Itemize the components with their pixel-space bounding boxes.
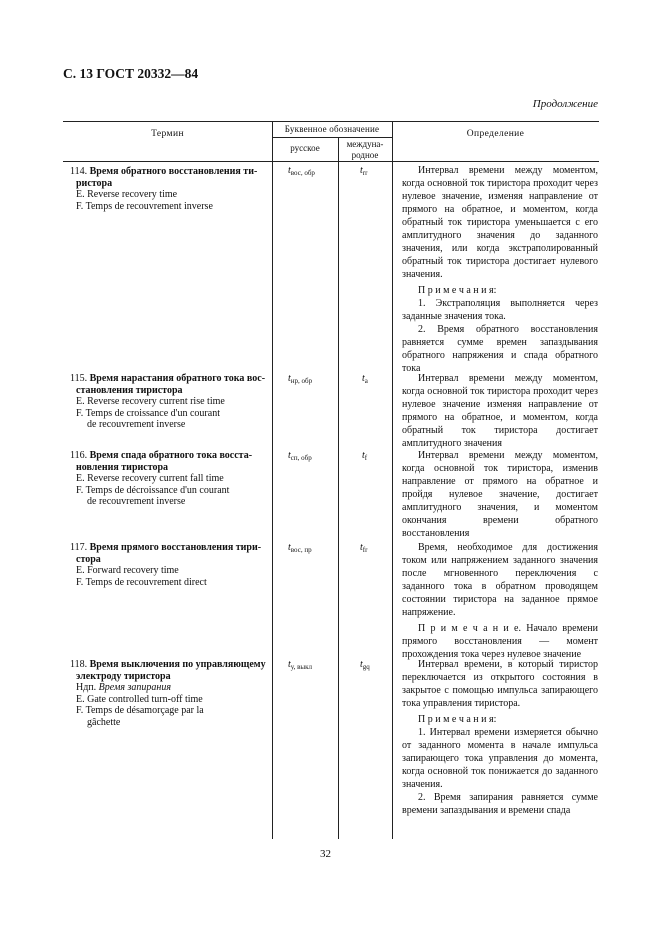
term-french: F. Temps de croissance d'un courant — [76, 407, 220, 419]
page-header-title: С. 13 ГОСТ 20332—84 — [63, 66, 199, 81]
notes-heading: П р и м е ч а н и я: — [418, 285, 497, 296]
term-title: Время прямого восстановления тири- — [89, 542, 262, 553]
column-divider-1 — [272, 121, 273, 839]
term-entry-118 — [70, 659, 270, 729]
continuation-label: Продолжение — [532, 98, 598, 110]
term-number: 116. — [70, 450, 88, 461]
term-title-cont: становления тиристора — [76, 384, 183, 396]
russian-symbol-116: $t_{сп, обр}$ — [288, 450, 312, 462]
definition-117 — [402, 541, 598, 661]
term-french-cont: de recouvrement inverse — [87, 419, 186, 431]
note-1: 1. Экстраполяция выполняется через заданные значения тока. — [402, 298, 598, 322]
term-title-cont: ристора — [76, 177, 113, 189]
term-entry-114 — [70, 166, 270, 212]
header-term: Термин — [151, 129, 184, 139]
definition-116 — [402, 449, 598, 540]
term-french-cont: de recouvrement inverse — [87, 496, 186, 508]
note-2: 2. Время запирания равняется сумме времени запаздывания и времени спада — [402, 792, 598, 816]
term-french: F. Temps de décroissance d'un courant — [76, 484, 230, 496]
russian-symbol-115: $t_{нр, обр}$ — [288, 373, 313, 385]
term-title: Время спада обратного тока восста- — [89, 450, 253, 461]
page-number: 32 — [320, 848, 331, 860]
term-title: Время выключения по управляющему — [89, 659, 266, 670]
intl-symbol-118: $t_{gq}$ — [360, 659, 370, 671]
term-french: F. Temps de recouvrement inverse — [76, 200, 213, 212]
term-title-cont: электроду тиристора — [76, 670, 171, 682]
term-french: F. Temps de recouvrement direct — [76, 576, 207, 588]
definition-text: Интервал времени между моментом, когда основной ток тиристора проходит через нулевое значение, изменяя направление от прямого на обратное, и моментом, когда обратный ток тиристора уменьшается с его амплитудного значения до заданного значения, или когда экстраполированный обратный ток тиристора достигает нулевого значения. — [402, 165, 598, 280]
designation-sub-rule — [272, 137, 392, 138]
ndp-label: Ндп. — [76, 682, 97, 694]
header-definition: Определение — [466, 129, 525, 139]
term-english: E. Forward recovery time — [76, 565, 179, 577]
term-english: E. Reverse recovery current fall time — [76, 473, 224, 485]
table-head-rule — [63, 161, 599, 162]
russian-symbol-114: $t_{вос, обр}$ — [288, 165, 315, 177]
term-title: Время нарастания обратного тока вос- — [89, 373, 266, 384]
column-divider-2 — [338, 137, 339, 839]
term-english: E. Reverse recovery current rise time — [76, 396, 225, 408]
definition-text: Интервал времени между моментом, когда основной ток тиристора проходит через нулевое значение изменяя направление от прямого на обратное, и моментом, когда обратный ток тиристора достигает амплитудного значения — [402, 373, 598, 449]
term-entry-115 — [70, 373, 270, 431]
note: П р и м е ч а н и е. Начало времени прямого восстановления — момент прохождения тока через нулевое значение — [402, 623, 598, 660]
russian-symbol-117: $t_{вос, пр}$ — [288, 542, 312, 554]
term-number: 114. — [70, 166, 88, 177]
column-divider-3 — [392, 121, 393, 839]
header-intl — [338, 139, 392, 161]
header-intl-line2: родное — [351, 150, 379, 160]
term-number: 115. — [70, 373, 88, 384]
term-title: Время обратного восстановления ти- — [89, 166, 258, 177]
term-french-cont: gâchette — [87, 716, 121, 728]
term-english: E. Gate controlled turn-off time — [76, 693, 203, 705]
definition-118 — [402, 658, 598, 817]
note-2: 2. Время обратного восстановления равняется сумме времен запаздывания обратного напряжения и спада обратного тока — [402, 324, 598, 374]
intl-symbol-117: $t_{fr}$ — [360, 542, 368, 554]
definition-text: Время, необходимое для достижения током или напряжением заданного значения после мгновенного переключения с заданного тока в обратном проводящем состоянии тиристора на заданное прямое напряжение. — [402, 542, 598, 618]
term-number: 118. — [70, 659, 88, 670]
table-top-rule — [63, 121, 599, 122]
definition-text: Интервал времени между моментом, когда основной ток тиристора, изменив направление от прямого на обратное и пройдя нулевое значение, достигает амплитудного значения, и моментом окончания времени обратного восстановления — [402, 450, 598, 539]
term-title-cont: новления тиристора — [76, 461, 169, 473]
term-entry-116 — [70, 450, 270, 508]
term-english: E. Reverse recovery time — [76, 189, 178, 201]
definition-114 — [402, 164, 598, 375]
term-entry-117 — [70, 542, 270, 588]
header-letter-designation: Буквенное обозначение — [284, 124, 380, 134]
intl-symbol-114: $t_{rr}$ — [360, 165, 368, 177]
note-1: 1. Интервал времени измеряется обычно от заданного момента в начале импульса запирающего тока управления до момента, когда основной ток понижается до заданного значения. — [402, 727, 598, 790]
definition-text: Интервал времени, в который тиристор переключается из открытого состояния в закрытое с помощью импульса запирающего тока управления тиристора. — [402, 659, 598, 709]
ndp-term: Время запирания — [98, 682, 172, 694]
russian-symbol-118: $t_{у, выкл}$ — [288, 659, 312, 671]
header-intl-line1: междуна- — [346, 139, 384, 149]
definition-115 — [402, 372, 598, 450]
intl-symbol-116: $t_f$ — [362, 450, 368, 462]
term-title-cont: стора — [76, 553, 101, 565]
notes-heading: П р и м е ч а н и я: — [418, 714, 497, 725]
term-number: 117. — [70, 542, 88, 553]
intl-symbol-115: $t_a$ — [362, 373, 368, 385]
term-french: F. Temps de désamorçage par la — [76, 705, 204, 717]
header-russian: русское — [290, 143, 320, 153]
